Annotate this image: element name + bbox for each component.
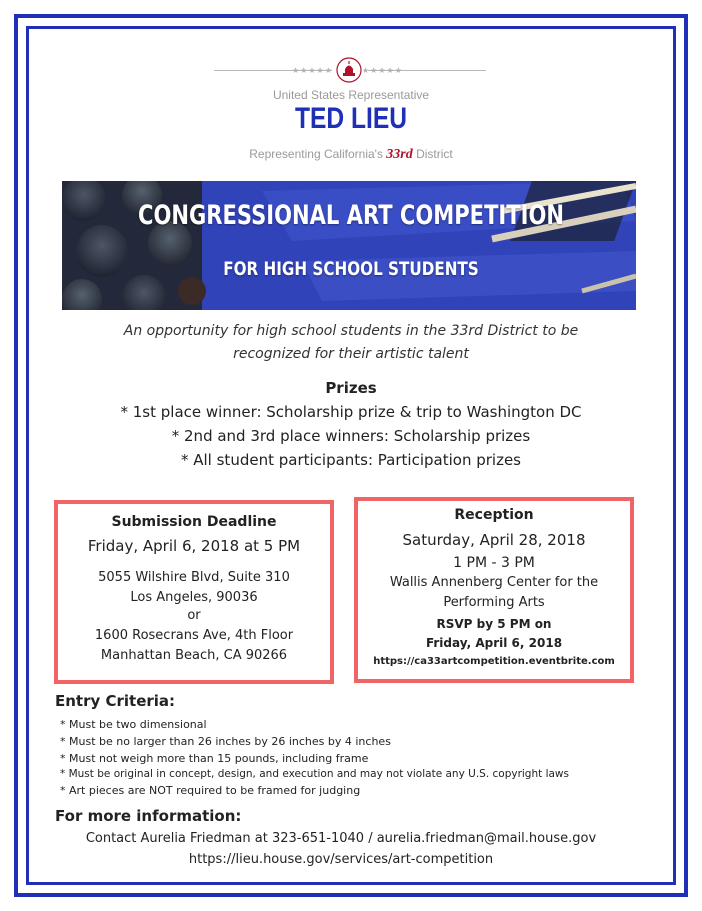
submission-title: Submission Deadline (111, 514, 277, 530)
submission-or: or (187, 608, 201, 623)
district-pre: Representing California's (249, 147, 387, 161)
rep-name: TED LIEU (294, 102, 408, 135)
rsvp-line-1: RSVP by 5 PM on (436, 617, 552, 631)
district-number: 33rd (386, 147, 413, 162)
reception-venue-line-1: Wallis Annenberg Center for the (389, 575, 599, 590)
prize-item: * 2nd and 3rd place winners: Scholarship prizes (171, 427, 531, 445)
district-line (0, 147, 702, 163)
district-post: District (412, 147, 453, 161)
submission-address-2-line-1: 1600 Rosecrans Ave, 4th Floor (94, 628, 294, 643)
reception-title: Reception (454, 507, 534, 523)
tagline: An opportunity for high school students in the 33rd District to be recognized for their artistic talent (123, 323, 579, 362)
criteria-item: * Must be no larger than 26 inches by 26 inches by 4 inches (60, 735, 391, 748)
info-url-link[interactable]: https://lieu.house.gov/services/art-competition (188, 852, 494, 867)
stars-right: ★★★★★ (362, 66, 403, 75)
stars-left: ★★★★★ (292, 66, 333, 75)
rep-label: United States Representative (272, 88, 430, 102)
criteria-item: * Art pieces are NOT required to be framed for judging (60, 784, 361, 797)
submission-address-1-line-1: 5055 Wilshire Blvd, Suite 310 (98, 570, 290, 585)
entry-criteria-heading: Entry Criteria: (55, 692, 176, 710)
rsvp-url-link[interactable]: https://ca33artcompetition.eventbrite.com (373, 656, 615, 667)
submission-address-1-line-2: Los Angeles, 90036 (130, 590, 258, 605)
submission-address-2-line-2: Manhattan Beach, CA 90266 (100, 648, 288, 663)
prize-item: * All student participants: Participation prizes (180, 451, 521, 469)
capitol-seal-icon (336, 57, 362, 83)
reception-time: 1 PM - 3 PM (453, 555, 535, 571)
prizes-heading: Prizes (325, 379, 377, 397)
criteria-item: * Must not weigh more than 15 pounds, including frame (60, 752, 369, 765)
submission-date: Friday, April 6, 2018 at 5 PM (87, 537, 301, 555)
contact-line: Contact Aurelia Friedman at 323-651-1040 / aurelia.friedman@mail.house.gov (85, 831, 597, 846)
prize-item: * 1st place winner: Scholarship prize & trip to Washington DC (120, 403, 582, 421)
banner-title: CONGRESSIONAL ART COMPETITION (137, 200, 565, 231)
criteria-item: * Must be two dimensional (60, 718, 207, 731)
reception-box (354, 497, 634, 683)
banner-subtitle: FOR HIGH SCHOOL STUDENTS (223, 258, 479, 280)
submission-box (54, 500, 334, 684)
criteria-item: * Must be original in concept, design, and execution and may not violate any U.S. copyright laws (60, 768, 569, 780)
reception-venue-line-2: Performing Arts (443, 595, 545, 610)
rsvp-line-2: Friday, April 6, 2018 (425, 636, 563, 650)
reception-date: Saturday, April 28, 2018 (402, 531, 586, 549)
more-info-heading: For more information: (55, 807, 242, 825)
